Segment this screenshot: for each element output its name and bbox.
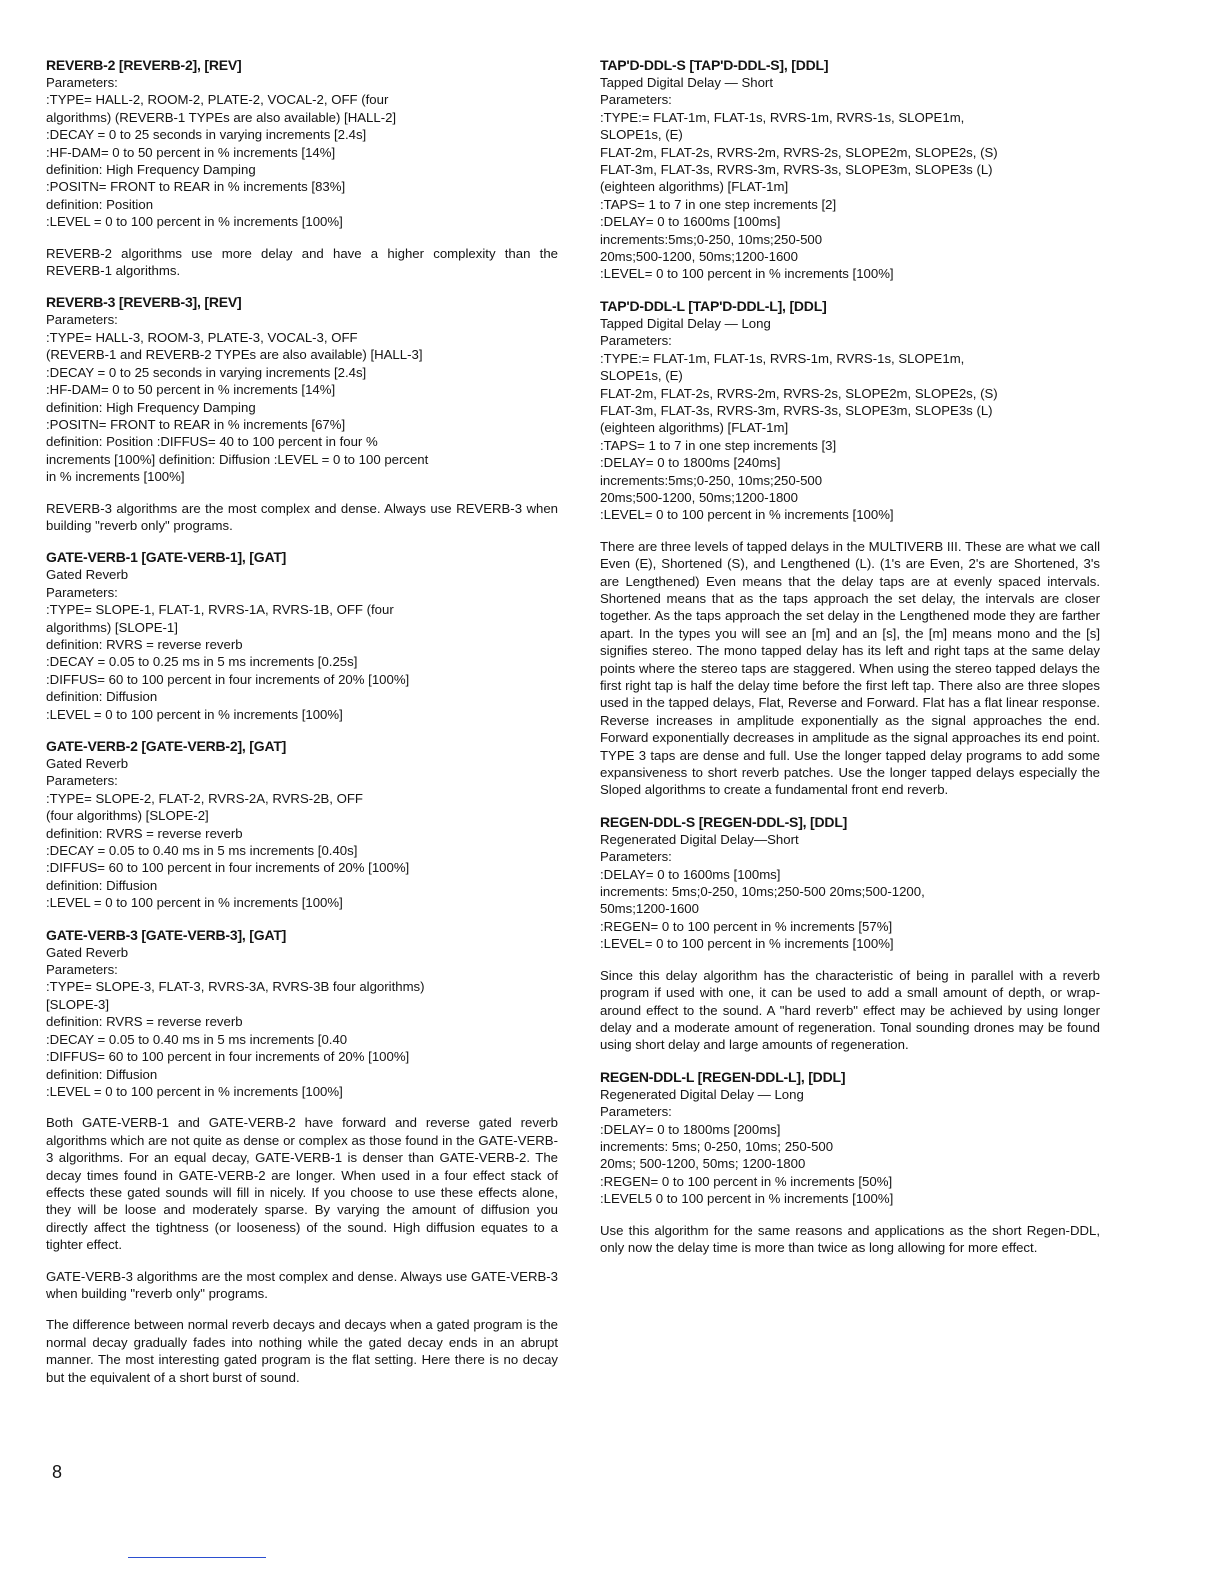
parameter-line: :DECAY = 0.05 to 0.40 ms in 5 ms increments [0.40s]	[46, 843, 358, 859]
algorithm-entry	[600, 56, 1100, 283]
parameter-line: Regenerated Digital Delay—Short	[600, 831, 799, 847]
right-column	[600, 56, 1100, 1270]
parameter-line: FLAT-3m, FLAT-3s, RVRS-3m, RVRS-3s, SLOPE3m, SLOPE3s (L)	[600, 402, 993, 418]
algorithm-heading: GATE-VERB-3 [GATE-VERB-3], [GAT]	[46, 926, 287, 943]
algorithm-entry	[46, 56, 558, 231]
parameter-line: Gated Reverb	[46, 567, 129, 583]
parameter-line: definition: Diffusion	[46, 689, 158, 705]
parameter-line: increments:5ms;0-250, 10ms;250-500	[600, 472, 823, 488]
parameter-line: Regenerated Digital Delay — Long	[600, 1086, 804, 1102]
parameter-line: 50ms;1200-1600	[600, 901, 699, 917]
algorithm-heading: REGEN-DDL-S [REGEN-DDL-S], [DDL]	[600, 813, 848, 830]
parameter-line: :REGEN= 0 to 100 percent in % increments [50%]	[600, 1173, 893, 1189]
parameter-line: SLOPE1s, (E)	[600, 127, 683, 143]
parameter-line: (eighteen algorithms) [FLAT-1m]	[600, 420, 789, 436]
parameter-line: definition: RVRS = reverse reverb	[46, 636, 243, 652]
body-paragraph: Use this algorithm for the same reasons and applications as the short Regen-DDL, only now the delay time is more than twice as long allowing for more effect.	[600, 1222, 1100, 1255]
algorithm-entry	[600, 813, 1100, 953]
algorithm-entry	[46, 926, 558, 1101]
parameter-line: SLOPE1s, (E)	[600, 368, 683, 384]
parameter-line: :DECAY = 0.05 to 0.25 ms in 5 ms increments [0.25s]	[46, 654, 358, 670]
algorithm-heading: TAP'D-DDL-L [TAP'D-DDL-L], [DDL]	[600, 297, 827, 314]
parameter-line: definition: High Frequency Damping	[46, 399, 256, 415]
algorithm-heading: REVERB-2 [REVERB-2], [REV]	[46, 57, 242, 73]
parameter-line: :LEVEL= 0 to 100 percent in % increments [100%]	[600, 507, 894, 523]
parameter-line: algorithms) (REVERB-1 TYPEs are also available) [HALL-2]	[46, 109, 397, 125]
parameter-line: :TYPE:= FLAT-1m, FLAT-1s, RVRS-1m, RVRS-1s, SLOPE1m,	[600, 350, 965, 366]
parameter-line: :DELAY= 0 to 1600ms [100ms]	[600, 214, 781, 230]
parameter-line: Parameters:	[46, 584, 118, 600]
parameter-line: FLAT-3m, FLAT-3s, RVRS-3m, RVRS-3s, SLOPE3m, SLOPE3s (L)	[600, 162, 993, 178]
parameter-line: :POSITN= FRONT to REAR in % increments [67%]	[46, 416, 346, 432]
parameter-line: :HF-DAM= 0 to 50 percent in % increments [14%]	[46, 382, 336, 398]
algorithm-heading: REVERB-3 [REVERB-3], [REV]	[46, 294, 242, 311]
parameter-line: :DELAY= 0 to 1800ms [200ms]	[600, 1121, 781, 1137]
parameter-line: definition: Diffusion	[46, 877, 158, 893]
parameter-line: Parameters:	[46, 75, 118, 90]
parameter-line: 20ms;500-1200, 50ms;1200-1800	[600, 489, 798, 505]
parameter-line: :LEVEL5 0 to 100 percent in % increments [100%]	[600, 1191, 894, 1207]
parameter-line: definition: High Frequency Damping	[46, 162, 256, 178]
bottom-rule	[128, 1557, 266, 1558]
parameter-line: [SLOPE-3]	[46, 996, 110, 1012]
parameter-line: Parameters:	[46, 773, 118, 789]
parameter-line: :TYPE= SLOPE-3, FLAT-3, RVRS-3A, RVRS-3B four algorithms)	[46, 979, 425, 995]
parameter-line: in % increments [100%]	[46, 469, 185, 485]
parameter-line: (four algorithms) [SLOPE-2]	[46, 808, 209, 824]
parameter-line: increments: 5ms; 0-250, 10ms; 250-500	[600, 1138, 834, 1154]
parameter-line: :REGEN= 0 to 100 percent in % increments [57%]	[600, 918, 893, 934]
parameter-line: FLAT-2m, FLAT-2s, RVRS-2m, RVRS-2s, SLOPE2m, SLOPE2s, (S)	[600, 385, 998, 401]
parameter-line: (REVERB-1 and REVERB-2 TYPEs are also available) [HALL-3]	[46, 347, 423, 363]
parameter-line: 20ms;500-1200, 50ms;1200-1600	[600, 249, 798, 265]
parameter-line: definition: RVRS = reverse reverb	[46, 825, 243, 841]
parameter-line: algorithms) [SLOPE-1]	[46, 619, 178, 635]
parameter-line: :DECAY = 0 to 25 seconds in varying increments [2.4s]	[46, 364, 367, 380]
parameter-line: Parameters:	[46, 962, 118, 978]
algorithm-entry	[600, 297, 1100, 524]
parameter-line: :LEVEL = 0 to 100 percent in % increments [100%]	[46, 706, 343, 722]
parameter-line: increments: 5ms;0-250, 10ms;250-500 20ms;500-1200,	[600, 884, 925, 900]
parameter-line: Gated Reverb	[46, 944, 129, 960]
algorithm-heading: TAP'D-DDL-S [TAP'D-DDL-S], [DDL]	[600, 57, 829, 73]
parameter-line: definition: Position :DIFFUS= 40 to 100 percent in four %	[46, 434, 378, 450]
parameter-line: :TYPE:= FLAT-1m, FLAT-1s, RVRS-1m, RVRS-1s, SLOPE1m,	[600, 109, 965, 125]
body-paragraph: GATE-VERB-3 algorithms are the most complex and dense. Always use GATE-VERB-3 when building "reverb only" programs.	[46, 1268, 558, 1301]
parameter-line: definition: Position	[46, 196, 154, 212]
parameter-line: :LEVEL = 0 to 100 percent in % increments [100%]	[46, 895, 343, 911]
parameter-line: 20ms; 500-1200, 50ms; 1200-1800	[600, 1156, 806, 1172]
parameter-line: Tapped Digital Delay — Long	[600, 315, 771, 331]
parameter-line: Gated Reverb	[46, 756, 129, 771]
parameter-line: :TYPE= SLOPE-1, FLAT-1, RVRS-1A, RVRS-1B, OFF (four	[46, 602, 394, 618]
parameter-line: :DIFFUS= 60 to 100 percent in four increments of 20% [100%]	[46, 1049, 410, 1065]
body-paragraph: The difference between normal reverb decays and decays when a gated program is the normal decay gradually fades into nothing while the gated decay ends in an abrupt manner. The most interesting gated program is the flat setting. Here there is no decay but the equivalent of a short burst of sound.	[46, 1317, 558, 1385]
body-paragraph: There are three levels of tapped delays in the MULTIVERB III. These are what we call Even (E), Shortened (S), and Lengthened (L). (1's are Even, 2's are Shortened, 3's are Lengthened) Even means that the delay taps are at evenly spaced intervals. Shortened means that as the taps approach the set delay, the intervals are closer together. As the taps approach the set delay in the Lengthened mode they are farther apart. In the types you will see an [m] and an [s], the [m] means mono and the [s] signifies stereo. The mono tapped delay has its left and right taps at the same delay points where the stereo taps are staggered. When using the stereo tapped delays the first right tap is half the delay time before the first left tap. There also are three slopes used in the tapped delays, Flat, Reverse and Forward. Flat has a flat linear response. Reverse increases in amplitude exponentially as the signal approaches the end. Forward exponentially decreases in amplitude as the signal approaches its end point. TYPE 3 taps are dense and full. Use the longer tapped delay programs to add some expansiveness to short reverb patches. Use the longer tapped delays especially the Sloped algorithms to create a fundamental front end reverb.	[600, 538, 1100, 798]
parameter-line: :TAPS= 1 to 7 in one step increments [2]	[600, 196, 837, 212]
parameter-line: :TYPE= SLOPE-2, FLAT-2, RVRS-2A, RVRS-2B, OFF	[46, 790, 363, 806]
parameter-line: :DELAY= 0 to 1800ms [240ms]	[600, 455, 781, 471]
parameter-line: definition: Diffusion	[46, 1066, 158, 1082]
parameter-line: Parameters:	[600, 1104, 672, 1120]
parameter-line: Parameters:	[46, 312, 118, 328]
parameter-line: :LEVEL = 0 to 100 percent in % increments [100%]	[46, 1083, 343, 1099]
parameter-line: :LEVEL = 0 to 100 percent in % increments [100%]	[46, 214, 343, 230]
parameter-line: :TYPE= HALL-2, ROOM-2, PLATE-2, VOCAL-2, OFF (four	[46, 92, 389, 108]
parameter-line: increments [100%] definition: Diffusion :LEVEL = 0 to 100 percent	[46, 451, 429, 467]
algorithm-entry	[46, 293, 558, 485]
left-column	[46, 56, 558, 1400]
parameter-line: :DIFFUS= 60 to 100 percent in four increments of 20% [100%]	[46, 671, 410, 687]
body-paragraph: REVERB-3 algorithms are the most complex and dense. Always use REVERB-3 when building "reverb only" programs.	[46, 500, 558, 533]
parameter-line: Parameters:	[600, 849, 672, 865]
algorithm-entry	[46, 548, 558, 723]
algorithm-entry	[600, 1068, 1100, 1208]
parameter-line: :DELAY= 0 to 1600ms [100ms]	[600, 866, 781, 882]
parameter-line: increments:5ms;0-250, 10ms;250-500	[600, 231, 823, 247]
algorithm-entry	[46, 737, 558, 912]
parameter-line: :TAPS= 1 to 7 in one step increments [3]	[600, 437, 837, 453]
parameter-line: :POSITN= FRONT to REAR in % increments [83%]	[46, 179, 346, 195]
parameter-line: definition: RVRS = reverse reverb	[46, 1014, 243, 1030]
algorithm-heading: REGEN-DDL-L [REGEN-DDL-L], [DDL]	[600, 1068, 846, 1085]
body-paragraph: REVERB-2 algorithms use more delay and have a higher complexity than the REVERB-1 algorithms.	[46, 245, 558, 279]
body-paragraph: Both GATE-VERB-1 and GATE-VERB-2 have forward and reverse gated reverb algorithms which are not quite as dense or complex as those found in the GATE-VERB-3 algorithms. For an equal decay, GATE-VERB-1 is denser than GATE-VERB-2. The decay times found in GATE-VERB-2 are longer. When used in a four effect stack of effects these gated sounds will fill in nicely. If you choose to use these effects alone, they will be loose and moderately sparse. By varying the amount of diffusion you directly affect the tightness (or looseness) of the sound. High diffusion equates to a tighter effect.	[46, 1115, 558, 1253]
parameter-line: :DIFFUS= 60 to 100 percent in four increments of 20% [100%]	[46, 860, 410, 876]
algorithm-heading: GATE-VERB-1 [GATE-VERB-1], [GAT]	[46, 549, 287, 566]
page-number: 8	[52, 1462, 63, 1482]
parameter-line: :LEVEL= 0 to 100 percent in % increments [100%]	[600, 266, 894, 282]
parameter-line: Parameters:	[600, 333, 672, 349]
parameter-line: Parameters:	[600, 92, 672, 108]
parameter-line: Tapped Digital Delay — Short	[600, 75, 773, 90]
parameter-line: FLAT-2m, FLAT-2s, RVRS-2m, RVRS-2s, SLOPE2m, SLOPE2s, (S)	[600, 144, 998, 160]
parameter-line: :TYPE= HALL-3, ROOM-3, PLATE-3, VOCAL-3, OFF	[46, 329, 358, 345]
parameter-line: :LEVEL= 0 to 100 percent in % increments [100%]	[600, 936, 894, 952]
parameter-line: :HF-DAM= 0 to 50 percent in % increments [14%]	[46, 144, 336, 160]
parameter-line: :DECAY = 0 to 25 seconds in varying increments [2.4s]	[46, 127, 367, 143]
parameter-line: (eighteen algorithms) [FLAT-1m]	[600, 179, 789, 195]
body-paragraph: Since this delay algorithm has the characteristic of being in parallel with a reverb program if used with one, it can be used to add a small amount of depth, or wrap-around effect to the sound. A "hard reverb" effect may be achieved by using longer delay and a moderate amount of regeneration. Tonal sounding drones may be found using short delay and large amounts of regeneration.	[600, 967, 1100, 1053]
parameter-line: :DECAY = 0.05 to 0.40 ms in 5 ms increments [0.40	[46, 1031, 348, 1047]
algorithm-heading: GATE-VERB-2 [GATE-VERB-2], [GAT]	[46, 738, 287, 754]
